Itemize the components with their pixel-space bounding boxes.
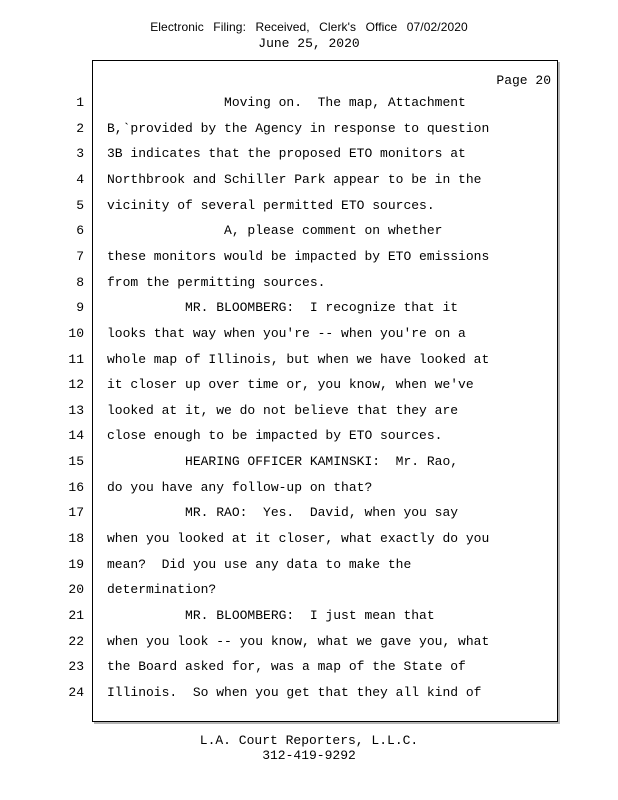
- line-number: 3: [76, 146, 84, 162]
- line-number: 4: [76, 171, 84, 187]
- line-number: 12: [68, 377, 84, 393]
- line-number: 21: [68, 608, 84, 623]
- transcript-line: [0, 95, 560, 115]
- line-text: it closer up over time or, you know, when we've: [107, 377, 474, 393]
- line-text: when you look -- you know, what we gave you, what: [107, 633, 490, 649]
- line-number: 17: [68, 505, 84, 521]
- line-text: Moving on. The map, Attachment: [107, 95, 466, 110]
- line-number: 22: [68, 633, 84, 649]
- line-text: B,`provided by the Agency in response to question: [107, 120, 490, 136]
- line-text: A, please comment on whether: [107, 223, 443, 239]
- transcript-line: [0, 582, 560, 602]
- line-text: when you looked at it closer, what exactly do you: [107, 531, 490, 547]
- filing-stamp: Electronic Filing: Received, Clerk's Office 07/02/2020: [150, 20, 468, 34]
- line-text: these monitors would be impacted by ETO emissions: [107, 248, 490, 264]
- line-text: 3B indicates that the proposed ETO monitors at: [107, 146, 466, 162]
- line-number: 7: [76, 248, 84, 264]
- line-number: 20: [68, 582, 84, 598]
- transcript-line: [0, 403, 560, 423]
- line-number: 9: [76, 300, 84, 316]
- transcript-line: [0, 685, 560, 705]
- line-number: 19: [68, 556, 84, 572]
- reporter-company: L.A. Court Reporters, L.L.C.: [199, 733, 419, 748]
- line-number: 16: [68, 479, 84, 495]
- line-text: MR. RAO: Yes. David, when you say: [107, 505, 459, 521]
- line-number: 2: [76, 120, 84, 136]
- transcript-line: [0, 454, 560, 474]
- transcript-line: [0, 557, 560, 577]
- line-text: MR. BLOOMBERG: I recognize that it: [107, 300, 459, 316]
- line-text: mean? Did you use any data to make the: [107, 556, 412, 572]
- transcript-date: June 25, 2020: [258, 36, 360, 51]
- transcript-line: [0, 300, 560, 320]
- transcript-line: [0, 659, 560, 679]
- transcript-line: [0, 146, 560, 166]
- reporter-phone: 312-419-9292: [262, 748, 356, 763]
- line-text: Northbrook and Schiller Park appear to be in the: [107, 171, 482, 187]
- transcript-line: [0, 249, 560, 269]
- line-text: whole map of Illinois, but when we have looked at: [107, 351, 490, 367]
- line-number: 13: [68, 402, 84, 418]
- line-text: from the permitting sources.: [107, 274, 326, 290]
- transcript-line: [0, 172, 560, 192]
- transcript-line: [0, 326, 560, 346]
- line-text: do you have any follow-up on that?: [107, 479, 373, 495]
- transcript-line: [0, 480, 560, 500]
- line-number: 18: [68, 531, 84, 547]
- line-text: Illinois. So when you get that they all kind of: [107, 684, 482, 700]
- line-number: 23: [68, 659, 84, 675]
- transcript-line: [0, 352, 560, 372]
- transcript-line: [0, 223, 560, 243]
- line-text: looks that way when you're -- when you're on a: [107, 325, 466, 341]
- line-number: 15: [68, 454, 84, 470]
- line-text: looked at it, we do not believe that they are: [107, 402, 459, 418]
- line-number: 10: [68, 325, 84, 341]
- line-text: close enough to be impacted by ETO sources.: [107, 428, 443, 444]
- transcript-line: [0, 634, 560, 654]
- transcript-line: [0, 121, 560, 141]
- line-text: determination?: [107, 582, 217, 598]
- transcript-line: [0, 275, 560, 295]
- line-number: 1: [76, 95, 84, 110]
- line-text: MR. BLOOMBERG: I just mean that: [107, 608, 435, 623]
- line-text: the Board asked for, was a map of the State of: [107, 659, 466, 675]
- transcript-line: [0, 428, 560, 448]
- transcript-line: [0, 531, 560, 551]
- transcript-line: [0, 608, 560, 628]
- line-number: 8: [76, 274, 84, 290]
- transcript-line: [0, 505, 560, 525]
- page-number: Page 20: [496, 73, 551, 88]
- line-text: vicinity of several permitted ETO sources.: [107, 197, 435, 213]
- line-text: HEARING OFFICER KAMINSKI: Mr. Rao,: [107, 454, 459, 470]
- line-number: 5: [76, 197, 84, 213]
- line-number: 11: [68, 351, 84, 367]
- line-number: 14: [68, 428, 84, 444]
- transcript-line: [0, 377, 560, 397]
- line-number: 24: [68, 684, 84, 700]
- transcript-line: [0, 198, 560, 218]
- line-number: 6: [76, 223, 84, 239]
